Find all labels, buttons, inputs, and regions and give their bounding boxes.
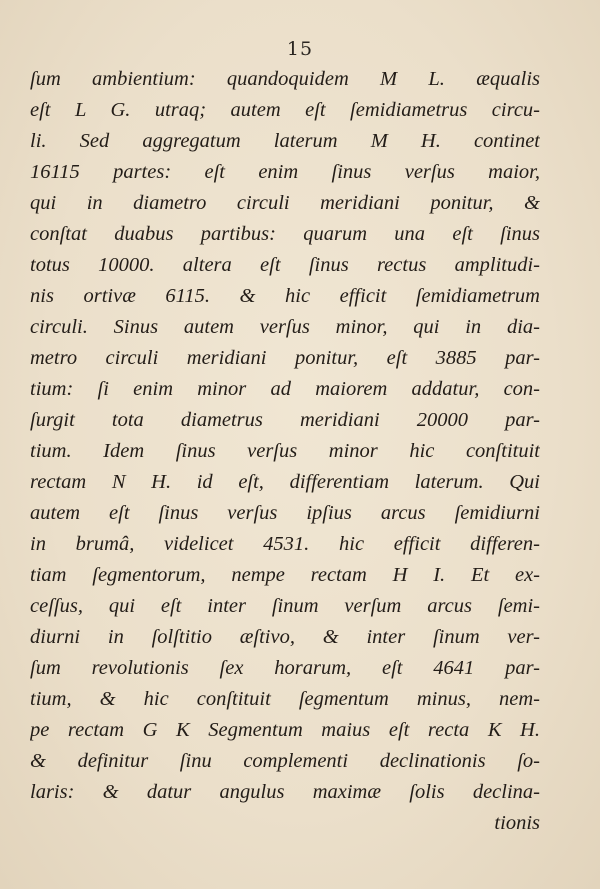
text-line: totus 10000. altera eſt ſinus rectus amplitudi- [30, 254, 540, 276]
text-line: ceſſus, qui eſt inter ſinum verſum arcus ſemi- [30, 595, 540, 617]
text-line: ſum revolutionis ſex horarum, eſt 4641 par- [30, 657, 540, 679]
text-line: tionis [494, 812, 540, 834]
text-line: metro circuli meridiani ponitur, eſt 3885 par- [30, 347, 540, 369]
text-line: circuli. Sinus autem verſus minor, qui in dia- [30, 316, 540, 338]
text-line: tium: ſi enim minor ad maiorem addatur, con- [30, 378, 540, 400]
text-line: in brumâ, videlicet 4531. hic efficit differen- [30, 533, 540, 555]
text-line: rectam N H. id eſt, differentiam laterum. Qui [30, 471, 540, 493]
page-number: 15 [286, 38, 314, 60]
text-line: conſtat duabus partibus: quarum una eſt ſinus [30, 223, 540, 245]
text-line: ſurgit tota diametrus meridiani 20000 par- [30, 409, 540, 431]
text-line: pe rectam G K Segmentum maius eſt recta K H. [30, 719, 540, 741]
text-line: 16115 partes: eſt enim ſinus verſus maior, [30, 161, 540, 183]
text-line: laris: & datur angulus maximæ ſolis declina- [30, 781, 540, 803]
text-line: nis ortivæ 6115. & hic efficit ſemidiametrum [30, 285, 540, 307]
text-line: ſum ambientium: quandoquidem M L. æqualis [30, 68, 540, 90]
text-line: autem eſt ſinus verſus ipſius arcus ſemidiurni [30, 502, 540, 524]
text-line: & definitur ſinu complementi declinationis ſo- [30, 750, 540, 772]
text-line: diurni in ſolſtitio æſtivo, & inter ſinum ver- [30, 626, 540, 648]
text-line: li. Sed aggregatum laterum M H. continet [30, 130, 540, 152]
text-line: tium, & hic conſtituit ſegmentum minus, nem- [30, 688, 540, 710]
text-line: eſt L G. utraq; autem eſt ſemidiametrus circu- [30, 99, 540, 121]
body-text [30, 64, 540, 839]
text-line: qui in diametro circuli meridiani ponitur, & [30, 192, 540, 214]
text-line: tiam ſegmentorum, nempe rectam H I. Et ex- [30, 564, 540, 586]
text-line: tium. Idem ſinus verſus minor hic conſtituit [30, 440, 540, 462]
